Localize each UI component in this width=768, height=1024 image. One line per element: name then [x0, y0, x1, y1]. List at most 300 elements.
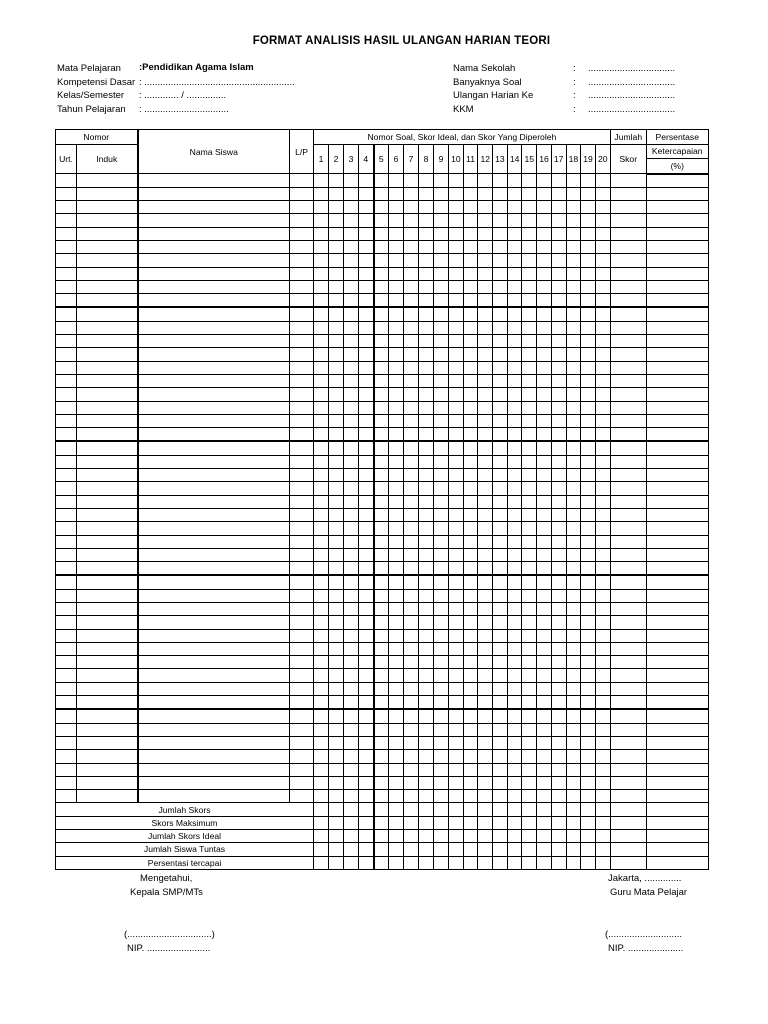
table-cell[interactable]	[344, 830, 359, 843]
table-cell[interactable]	[359, 294, 374, 308]
table-cell[interactable]	[551, 603, 566, 616]
table-cell[interactable]	[434, 187, 449, 200]
table-cell[interactable]	[374, 629, 389, 642]
table-cell[interactable]	[646, 669, 708, 682]
table-cell[interactable]	[478, 816, 493, 829]
table-cell[interactable]	[434, 428, 449, 442]
table-cell[interactable]	[581, 414, 596, 427]
table-cell[interactable]	[329, 763, 344, 776]
table-cell[interactable]	[566, 669, 581, 682]
table-cell[interactable]	[77, 201, 138, 214]
table-cell[interactable]	[478, 856, 493, 869]
table-cell[interactable]	[404, 535, 419, 548]
table-cell[interactable]	[344, 736, 359, 749]
table-cell[interactable]	[56, 776, 77, 789]
table-cell[interactable]	[493, 830, 508, 843]
table-cell[interactable]	[138, 335, 290, 348]
table-cell[interactable]	[493, 294, 508, 308]
table-cell[interactable]	[507, 803, 522, 816]
table-cell[interactable]	[646, 508, 708, 521]
table-cell[interactable]	[463, 790, 478, 803]
table-cell[interactable]	[314, 750, 329, 763]
table-cell[interactable]	[77, 214, 138, 227]
table-cell[interactable]	[610, 361, 646, 374]
table-cell[interactable]	[551, 856, 566, 869]
table-cell[interactable]	[646, 307, 708, 321]
table-cell[interactable]	[551, 227, 566, 240]
table-cell[interactable]	[522, 763, 537, 776]
table-cell[interactable]	[507, 709, 522, 723]
table-cell[interactable]	[463, 401, 478, 414]
table-cell[interactable]	[493, 776, 508, 789]
table-cell[interactable]	[610, 441, 646, 455]
table-cell[interactable]	[138, 240, 290, 253]
table-cell[interactable]	[389, 294, 404, 308]
table-cell[interactable]	[646, 187, 708, 200]
table-cell[interactable]	[389, 803, 404, 816]
table-cell[interactable]	[449, 562, 464, 576]
table-cell[interactable]	[463, 294, 478, 308]
table-cell[interactable]	[507, 669, 522, 682]
table-cell[interactable]	[595, 548, 610, 561]
table-cell[interactable]	[522, 469, 537, 482]
table-cell[interactable]	[359, 575, 374, 589]
table-cell[interactable]	[419, 254, 434, 267]
table-cell[interactable]	[493, 535, 508, 548]
table-cell[interactable]	[595, 669, 610, 682]
table-cell[interactable]	[478, 508, 493, 521]
table-cell[interactable]	[404, 616, 419, 629]
table-cell[interactable]	[537, 469, 552, 482]
table-cell[interactable]	[537, 763, 552, 776]
table-cell[interactable]	[566, 428, 581, 442]
table-cell[interactable]	[77, 548, 138, 561]
table-cell[interactable]	[374, 616, 389, 629]
table-cell[interactable]	[595, 414, 610, 427]
table-cell[interactable]	[566, 482, 581, 495]
table-cell[interactable]	[646, 482, 708, 495]
table-cell[interactable]	[374, 307, 389, 321]
table-cell[interactable]	[419, 508, 434, 521]
table-cell[interactable]	[389, 696, 404, 710]
table-cell[interactable]	[434, 696, 449, 710]
table-cell[interactable]	[522, 776, 537, 789]
table-cell[interactable]	[463, 709, 478, 723]
table-cell[interactable]	[77, 589, 138, 602]
table-cell[interactable]	[329, 201, 344, 214]
table-cell[interactable]	[449, 401, 464, 414]
table-cell[interactable]	[290, 535, 314, 548]
table-cell[interactable]	[359, 214, 374, 227]
table-cell[interactable]	[344, 187, 359, 200]
table-cell[interactable]	[77, 736, 138, 749]
table-cell[interactable]	[507, 482, 522, 495]
table-cell[interactable]	[566, 414, 581, 427]
table-cell[interactable]	[138, 763, 290, 776]
table-cell[interactable]	[551, 428, 566, 442]
table-cell[interactable]	[329, 750, 344, 763]
table-cell[interactable]	[507, 187, 522, 200]
table-cell[interactable]	[56, 388, 77, 401]
table-cell[interactable]	[404, 441, 419, 455]
table-cell[interactable]	[566, 508, 581, 521]
table-cell[interactable]	[314, 508, 329, 521]
table-cell[interactable]	[449, 750, 464, 763]
table-cell[interactable]	[404, 388, 419, 401]
table-cell[interactable]	[551, 267, 566, 280]
table-cell[interactable]	[419, 321, 434, 334]
table-cell[interactable]	[610, 227, 646, 240]
table-cell[interactable]	[359, 629, 374, 642]
table-cell[interactable]	[419, 495, 434, 508]
table-cell[interactable]	[610, 280, 646, 293]
table-cell[interactable]	[646, 656, 708, 669]
table-cell[interactable]	[610, 750, 646, 763]
table-cell[interactable]	[449, 469, 464, 482]
table-cell[interactable]	[138, 227, 290, 240]
table-cell[interactable]	[478, 414, 493, 427]
table-cell[interactable]	[434, 280, 449, 293]
table-cell[interactable]	[404, 723, 419, 736]
table-cell[interactable]	[290, 227, 314, 240]
table-cell[interactable]	[537, 723, 552, 736]
table-cell[interactable]	[595, 589, 610, 602]
table-cell[interactable]	[77, 575, 138, 589]
table-cell[interactable]	[77, 482, 138, 495]
table-cell[interactable]	[449, 642, 464, 655]
table-cell[interactable]	[419, 723, 434, 736]
table-cell[interactable]	[419, 790, 434, 803]
table-cell[interactable]	[359, 348, 374, 361]
table-cell[interactable]	[507, 254, 522, 267]
table-cell[interactable]	[522, 642, 537, 655]
table-cell[interactable]	[493, 616, 508, 629]
table-cell[interactable]	[290, 401, 314, 414]
table-cell[interactable]	[314, 361, 329, 374]
table-cell[interactable]	[610, 856, 646, 869]
table-cell[interactable]	[314, 830, 329, 843]
table-cell[interactable]	[314, 629, 329, 642]
table-cell[interactable]	[314, 790, 329, 803]
table-cell[interactable]	[344, 361, 359, 374]
table-cell[interactable]	[463, 441, 478, 455]
table-cell[interactable]	[77, 495, 138, 508]
table-cell[interactable]	[389, 750, 404, 763]
table-cell[interactable]	[507, 522, 522, 535]
table-cell[interactable]	[77, 348, 138, 361]
table-cell[interactable]	[434, 763, 449, 776]
table-cell[interactable]	[507, 656, 522, 669]
table-cell[interactable]	[359, 535, 374, 548]
table-cell[interactable]	[314, 388, 329, 401]
table-cell[interactable]	[374, 736, 389, 749]
table-cell[interactable]	[507, 682, 522, 695]
table-cell[interactable]	[344, 455, 359, 468]
table-cell[interactable]	[404, 482, 419, 495]
table-cell[interactable]	[522, 709, 537, 723]
table-cell[interactable]	[537, 682, 552, 695]
table-cell[interactable]	[449, 763, 464, 776]
table-cell[interactable]	[77, 388, 138, 401]
table-cell[interactable]	[463, 776, 478, 789]
table-cell[interactable]	[359, 763, 374, 776]
table-cell[interactable]	[314, 335, 329, 348]
table-cell[interactable]	[537, 603, 552, 616]
table-cell[interactable]	[404, 240, 419, 253]
table-cell[interactable]	[566, 280, 581, 293]
table-cell[interactable]	[374, 548, 389, 561]
table-cell[interactable]	[478, 187, 493, 200]
table-cell[interactable]	[374, 682, 389, 695]
table-cell[interactable]	[566, 267, 581, 280]
table-cell[interactable]	[522, 723, 537, 736]
table-cell[interactable]	[646, 201, 708, 214]
table-cell[interactable]	[344, 280, 359, 293]
table-cell[interactable]	[566, 776, 581, 789]
table-cell[interactable]	[537, 843, 552, 856]
table-cell[interactable]	[138, 348, 290, 361]
table-cell[interactable]	[581, 776, 596, 789]
table-cell[interactable]	[507, 589, 522, 602]
table-cell[interactable]	[434, 843, 449, 856]
table-cell[interactable]	[522, 629, 537, 642]
table-cell[interactable]	[434, 495, 449, 508]
table-cell[interactable]	[434, 642, 449, 655]
table-cell[interactable]	[359, 522, 374, 535]
table-cell[interactable]	[581, 616, 596, 629]
table-cell[interactable]	[507, 616, 522, 629]
table-cell[interactable]	[419, 575, 434, 589]
table-cell[interactable]	[478, 201, 493, 214]
table-cell[interactable]	[389, 642, 404, 655]
table-cell[interactable]	[566, 856, 581, 869]
table-cell[interactable]	[389, 535, 404, 548]
table-cell[interactable]	[404, 763, 419, 776]
table-cell[interactable]	[537, 294, 552, 308]
table-cell[interactable]	[581, 696, 596, 710]
table-cell[interactable]	[566, 455, 581, 468]
table-cell[interactable]	[329, 361, 344, 374]
table-cell[interactable]	[610, 374, 646, 387]
table-cell[interactable]	[344, 682, 359, 695]
table-cell[interactable]	[290, 482, 314, 495]
table-cell[interactable]	[329, 562, 344, 576]
table-cell[interactable]	[493, 750, 508, 763]
table-cell[interactable]	[493, 763, 508, 776]
table-cell[interactable]	[566, 321, 581, 334]
table-cell[interactable]	[478, 469, 493, 482]
table-cell[interactable]	[389, 856, 404, 869]
table-cell[interactable]	[314, 214, 329, 227]
table-cell[interactable]	[522, 307, 537, 321]
table-cell[interactable]	[507, 548, 522, 561]
table-cell[interactable]	[646, 348, 708, 361]
table-cell[interactable]	[537, 374, 552, 387]
table-cell[interactable]	[522, 214, 537, 227]
table-cell[interactable]	[581, 575, 596, 589]
table-cell[interactable]	[329, 709, 344, 723]
table-cell[interactable]	[581, 361, 596, 374]
table-cell[interactable]	[478, 495, 493, 508]
table-cell[interactable]	[595, 335, 610, 348]
table-cell[interactable]	[314, 696, 329, 710]
table-cell[interactable]	[434, 267, 449, 280]
table-cell[interactable]	[522, 856, 537, 869]
table-cell[interactable]	[463, 335, 478, 348]
table-cell[interactable]	[551, 696, 566, 710]
table-cell[interactable]	[344, 482, 359, 495]
table-cell[interactable]	[551, 508, 566, 521]
table-cell[interactable]	[493, 575, 508, 589]
table-cell[interactable]	[389, 254, 404, 267]
table-cell[interactable]	[314, 240, 329, 253]
table-cell[interactable]	[595, 469, 610, 482]
table-cell[interactable]	[522, 603, 537, 616]
table-cell[interactable]	[551, 361, 566, 374]
table-cell[interactable]	[374, 414, 389, 427]
table-cell[interactable]	[374, 830, 389, 843]
table-cell[interactable]	[581, 736, 596, 749]
table-cell[interactable]	[359, 227, 374, 240]
table-cell[interactable]	[566, 361, 581, 374]
table-cell[interactable]	[359, 736, 374, 749]
table-cell[interactable]	[389, 227, 404, 240]
table-cell[interactable]	[314, 616, 329, 629]
table-cell[interactable]	[419, 267, 434, 280]
table-cell[interactable]	[537, 803, 552, 816]
table-cell[interactable]	[646, 803, 708, 816]
table-cell[interactable]	[374, 240, 389, 253]
table-cell[interactable]	[374, 428, 389, 442]
table-cell[interactable]	[344, 495, 359, 508]
table-cell[interactable]	[522, 174, 537, 188]
table-cell[interactable]	[507, 174, 522, 188]
table-cell[interactable]	[551, 763, 566, 776]
table-cell[interactable]	[566, 348, 581, 361]
table-cell[interactable]	[581, 682, 596, 695]
table-cell[interactable]	[449, 267, 464, 280]
table-cell[interactable]	[566, 843, 581, 856]
table-cell[interactable]	[493, 682, 508, 695]
table-cell[interactable]	[138, 589, 290, 602]
table-cell[interactable]	[374, 187, 389, 200]
table-cell[interactable]	[314, 575, 329, 589]
table-cell[interactable]	[329, 187, 344, 200]
table-cell[interactable]	[77, 361, 138, 374]
table-cell[interactable]	[77, 441, 138, 455]
table-cell[interactable]	[566, 201, 581, 214]
table-cell[interactable]	[646, 709, 708, 723]
table-cell[interactable]	[493, 642, 508, 655]
table-cell[interactable]	[522, 736, 537, 749]
table-cell[interactable]	[374, 642, 389, 655]
table-cell[interactable]	[56, 280, 77, 293]
table-cell[interactable]	[434, 307, 449, 321]
table-cell[interactable]	[77, 776, 138, 789]
table-cell[interactable]	[404, 469, 419, 482]
table-cell[interactable]	[56, 709, 77, 723]
table-cell[interactable]	[344, 843, 359, 856]
table-cell[interactable]	[507, 790, 522, 803]
table-cell[interactable]	[389, 736, 404, 749]
table-cell[interactable]	[344, 535, 359, 548]
table-cell[interactable]	[566, 495, 581, 508]
table-cell[interactable]	[56, 267, 77, 280]
table-cell[interactable]	[507, 348, 522, 361]
table-cell[interactable]	[56, 335, 77, 348]
table-cell[interactable]	[551, 414, 566, 427]
table-cell[interactable]	[493, 709, 508, 723]
table-cell[interactable]	[463, 763, 478, 776]
table-cell[interactable]	[344, 522, 359, 535]
table-cell[interactable]	[329, 335, 344, 348]
table-cell[interactable]	[419, 696, 434, 710]
table-cell[interactable]	[329, 696, 344, 710]
table-cell[interactable]	[551, 723, 566, 736]
table-cell[interactable]	[329, 348, 344, 361]
table-cell[interactable]	[434, 294, 449, 308]
table-cell[interactable]	[374, 469, 389, 482]
table-cell[interactable]	[329, 776, 344, 789]
table-cell[interactable]	[138, 709, 290, 723]
table-cell[interactable]	[56, 508, 77, 521]
table-cell[interactable]	[434, 629, 449, 642]
table-cell[interactable]	[595, 267, 610, 280]
table-cell[interactable]	[610, 254, 646, 267]
table-cell[interactable]	[449, 790, 464, 803]
table-cell[interactable]	[434, 214, 449, 227]
table-cell[interactable]	[404, 856, 419, 869]
table-cell[interactable]	[56, 790, 77, 803]
table-cell[interactable]	[77, 522, 138, 535]
table-cell[interactable]	[290, 508, 314, 521]
table-cell[interactable]	[551, 629, 566, 642]
table-cell[interactable]	[493, 856, 508, 869]
table-cell[interactable]	[56, 414, 77, 427]
table-cell[interactable]	[581, 280, 596, 293]
table-cell[interactable]	[290, 776, 314, 789]
table-cell[interactable]	[419, 441, 434, 455]
table-cell[interactable]	[581, 548, 596, 561]
table-cell[interactable]	[537, 240, 552, 253]
table-cell[interactable]	[463, 414, 478, 427]
table-cell[interactable]	[551, 201, 566, 214]
table-cell[interactable]	[419, 294, 434, 308]
table-cell[interactable]	[522, 562, 537, 576]
table-cell[interactable]	[522, 482, 537, 495]
table-cell[interactable]	[329, 656, 344, 669]
table-cell[interactable]	[344, 776, 359, 789]
table-cell[interactable]	[493, 174, 508, 188]
table-cell[interactable]	[595, 709, 610, 723]
table-cell[interactable]	[434, 656, 449, 669]
table-cell[interactable]	[463, 321, 478, 334]
table-cell[interactable]	[404, 187, 419, 200]
table-cell[interactable]	[404, 174, 419, 188]
table-cell[interactable]	[463, 374, 478, 387]
table-cell[interactable]	[290, 589, 314, 602]
table-cell[interactable]	[419, 414, 434, 427]
table-cell[interactable]	[537, 187, 552, 200]
table-cell[interactable]	[551, 455, 566, 468]
table-cell[interactable]	[581, 790, 596, 803]
table-cell[interactable]	[404, 495, 419, 508]
table-cell[interactable]	[551, 240, 566, 253]
table-cell[interactable]	[522, 750, 537, 763]
table-cell[interactable]	[56, 361, 77, 374]
table-cell[interactable]	[290, 522, 314, 535]
table-cell[interactable]	[449, 535, 464, 548]
